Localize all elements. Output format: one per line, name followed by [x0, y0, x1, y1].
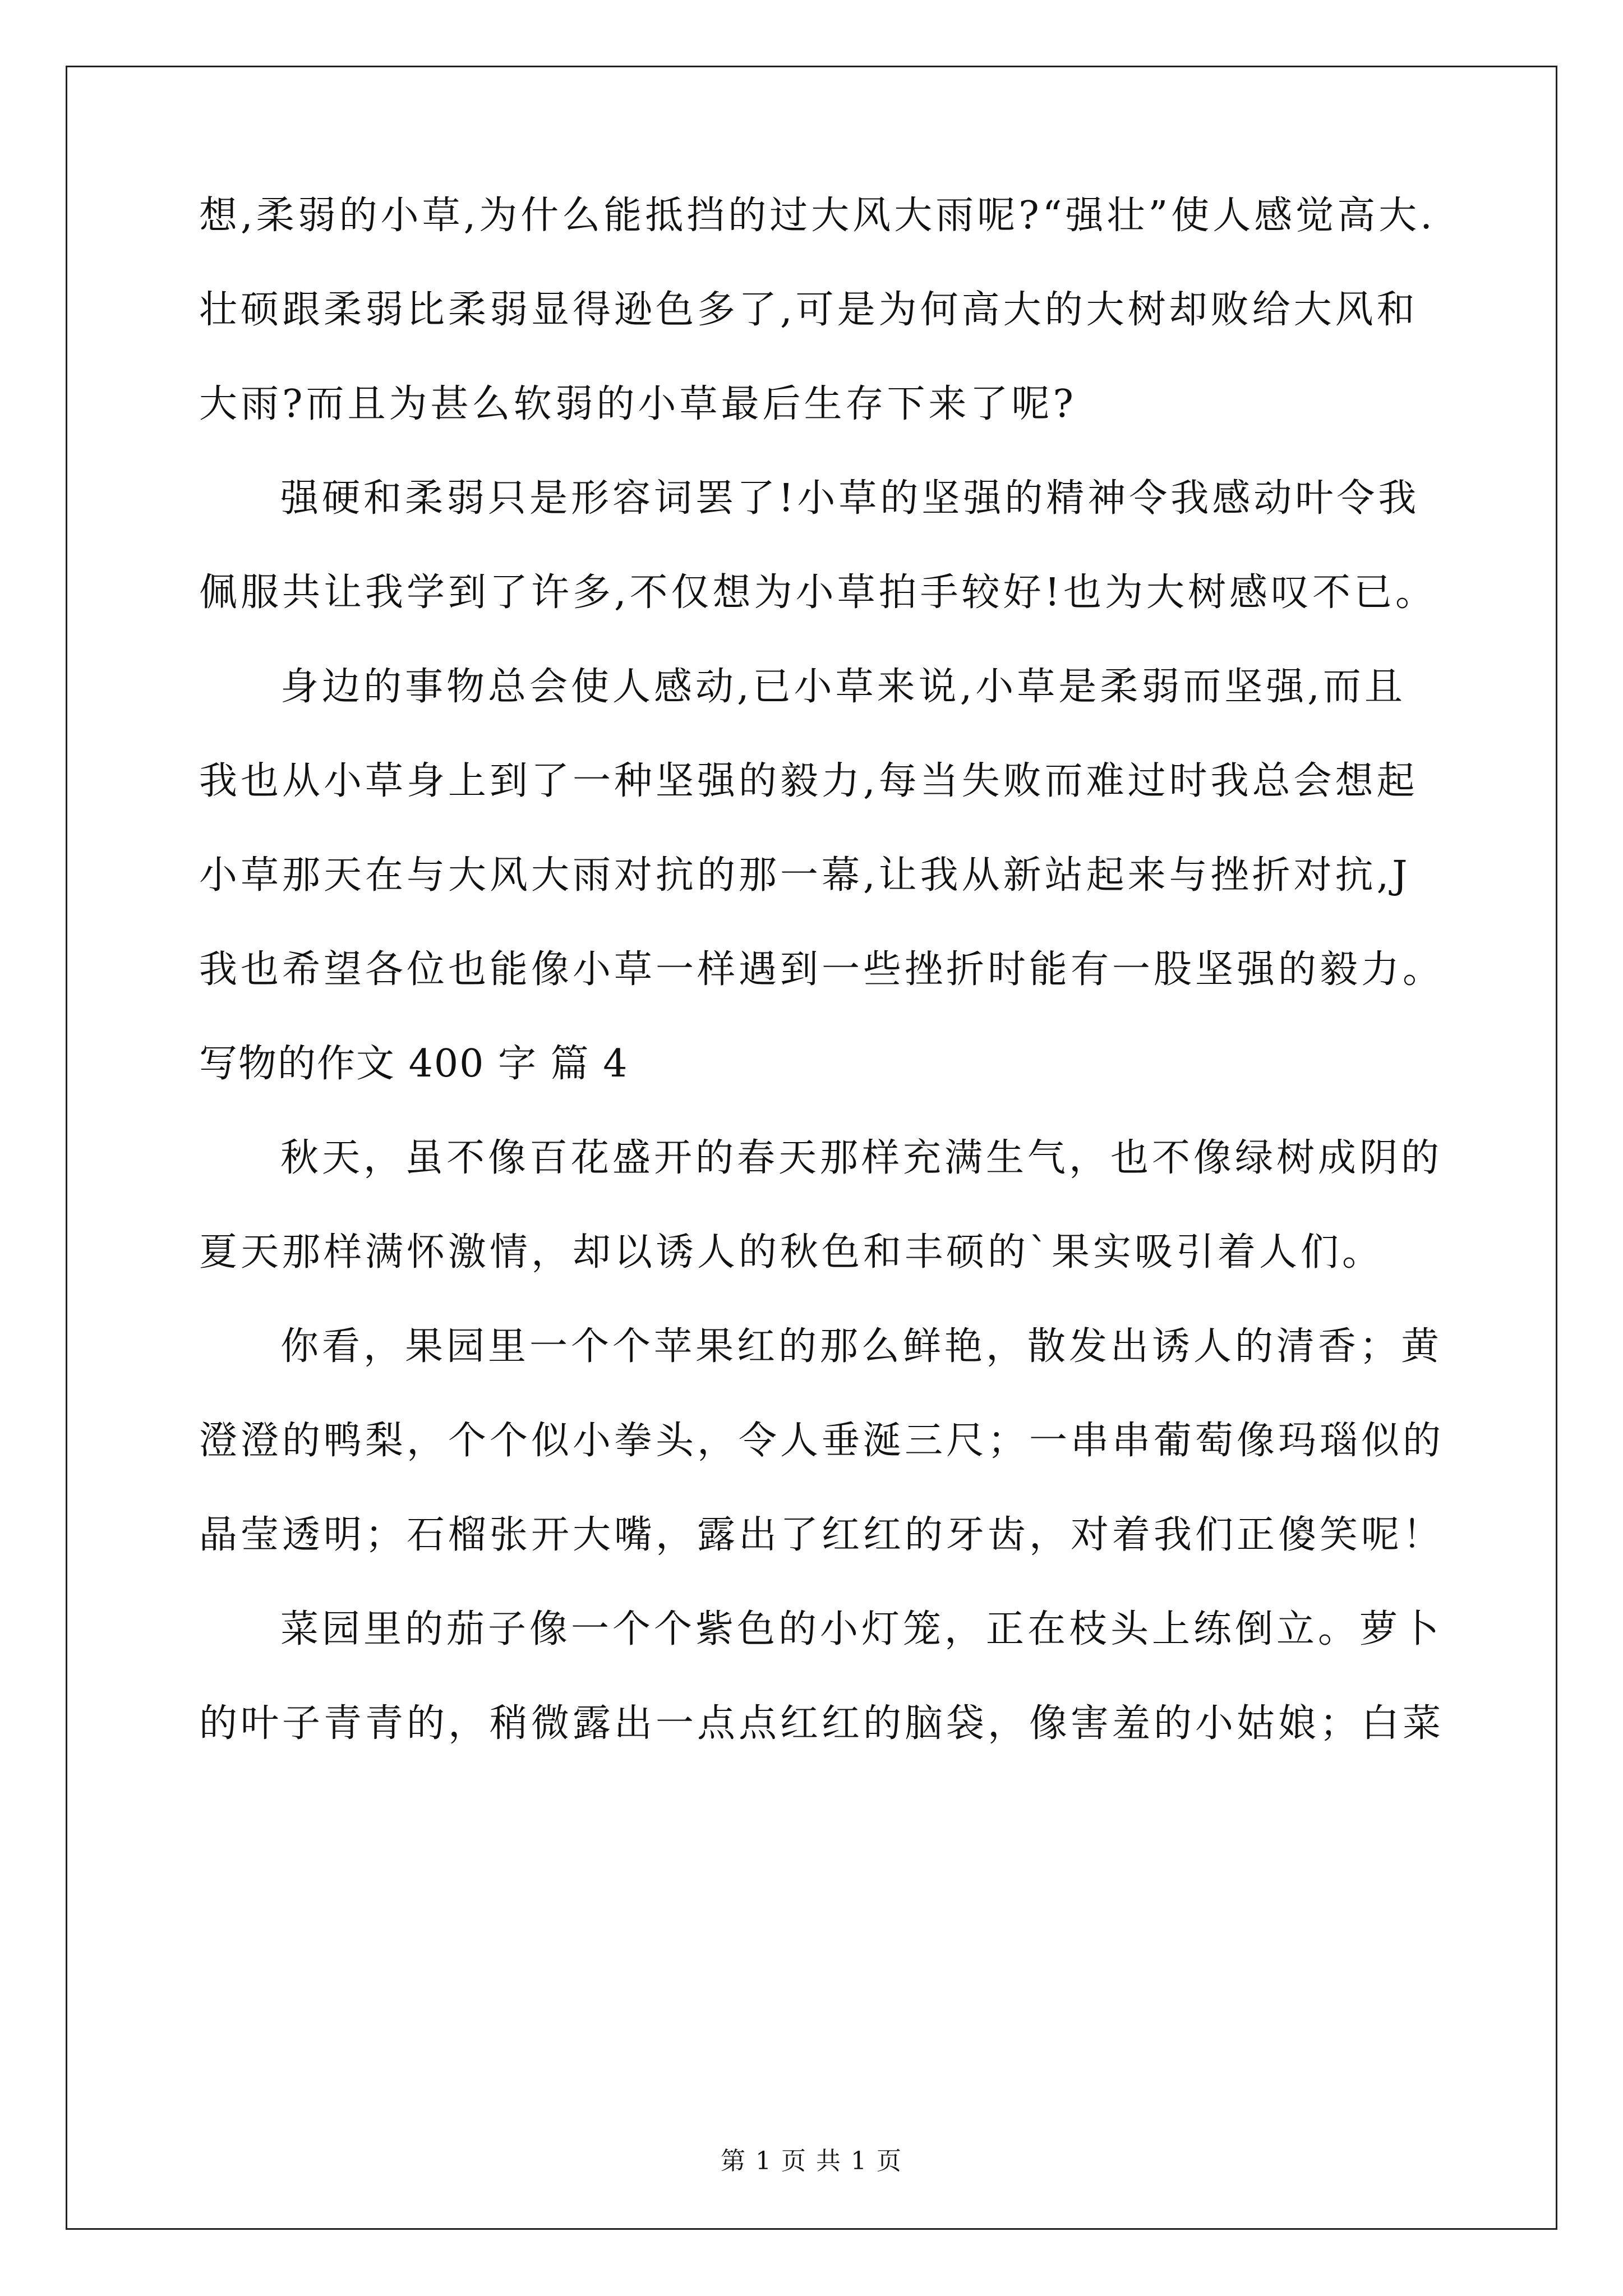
text-line: 想,柔弱的小草,为什么能抵挡的过大风大雨呢?“强壮”使人感觉高大.: [199, 194, 1436, 238]
paragraph-start-line: 秋天，虽不像百花盛开的春天那样充满生气，也不像绿树成阴的: [280, 1136, 1443, 1180]
text-line: 我也从小草身上到了一种坚强的毅力,每当失败而难过时我总会想起: [199, 759, 1418, 803]
paragraph-start-line: 你看，果园里一个个苹果红的那么鲜艳，散发出诱人的清香；黄: [280, 1324, 1443, 1369]
text-line: 澄澄的鸭梨，个个似小拳头，令人垂涎三尺；一串串葡萄像玛瑙似的: [199, 1419, 1445, 1463]
text-line: 的叶子青青的，稍微露出一点点红红的脑袋，像害羞的小姑娘；白菜: [199, 1701, 1445, 1746]
text-line: 夏天那样满怀激情，却以诱人的秋色和丰硕的`果实吸引着人们。: [199, 1230, 1384, 1274]
text-line: 大雨?而且为甚么软弱的小草最后生存下来了呢?: [199, 382, 1077, 426]
text-line: 晶莹透明；石榴张开大嘴，露出了红红的牙齿，对着我们正傻笑呢！: [199, 1513, 1445, 1557]
paragraph-start-line: 菜园里的茄子像一个个紫色的小灯笼，正在枝头上练倒立。萝卜: [280, 1607, 1443, 1651]
document-body: [199, 194, 1445, 1796]
text-line: 佩服共让我学到了许多,不仅想为小草拍手较好!也为大树感叹不已。: [199, 570, 1437, 615]
paragraph-start-line: 强硬和柔弱只是形容词罢了!小草的坚强的精神令我感动叶令我: [280, 476, 1420, 521]
page-footer: 第 1 页 共 1 页: [721, 2147, 902, 2175]
text-line: 小草那天在与大风大雨对抗的那一幕,让我从新站起来与挫折对抗,J: [199, 853, 1411, 898]
text-line: 壮硕跟柔弱比柔弱显得逊色多了,可是为何高大的大树却败给大风和: [199, 288, 1418, 332]
section-heading: 写物的作文 400 字 篇 4: [199, 1042, 629, 1086]
paragraph-start-line: 身边的事物总会使人感动,已小草来说,小草是柔弱而坚强,而且: [280, 665, 1406, 709]
text-line: 我也希望各位也能像小草一样遇到一些挫折时能有一股坚强的毅力。: [199, 947, 1445, 992]
